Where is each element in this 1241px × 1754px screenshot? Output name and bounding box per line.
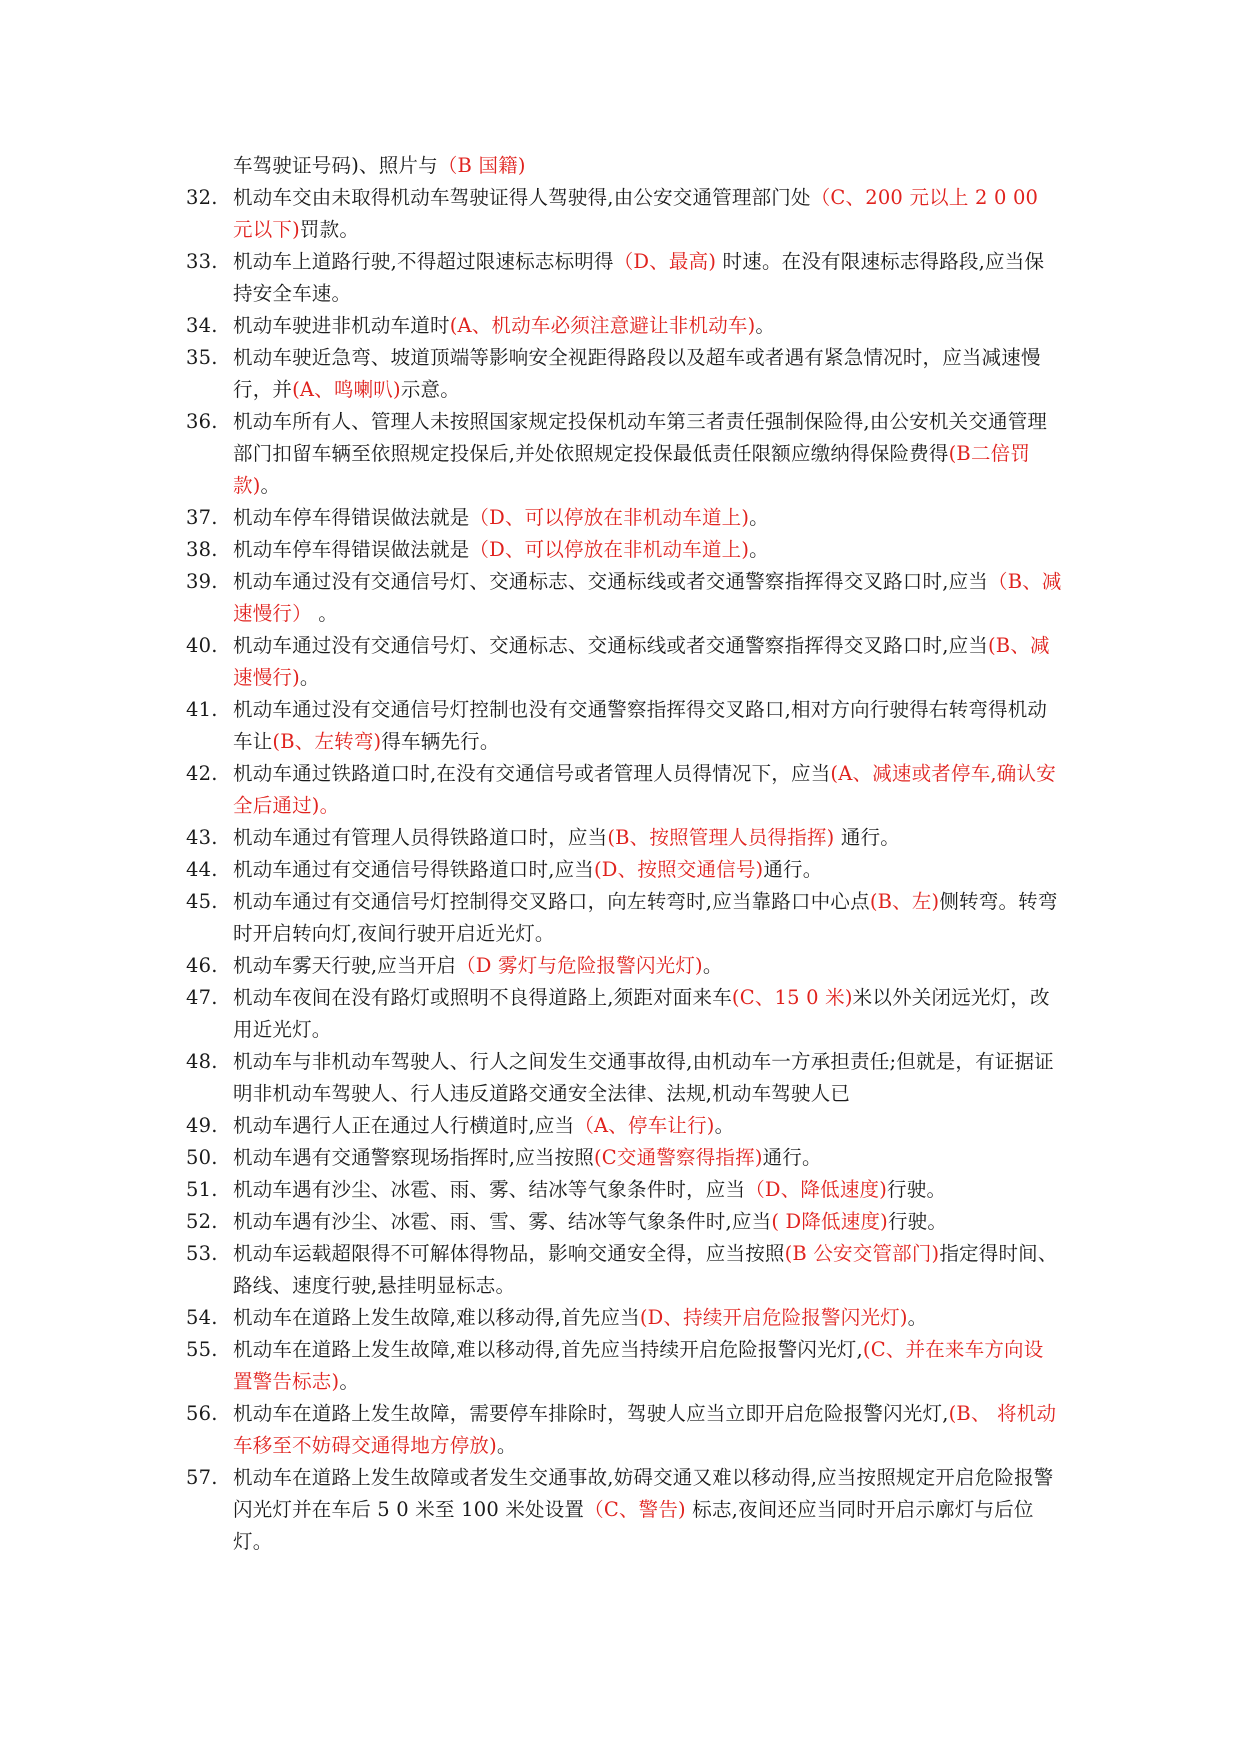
question-number: 43.	[186, 826, 218, 849]
answer-text: （B、减速慢行）	[233, 570, 1062, 625]
answer-text: (B、左)	[869, 890, 940, 913]
question-text: 机动车驶进非机动车道时	[233, 314, 450, 337]
question-text: 。	[749, 538, 769, 561]
question-number: 41.	[186, 698, 218, 721]
question-text: 。	[299, 666, 320, 689]
question-number: 40.	[186, 634, 218, 657]
question-text: 机动车停车得错误做法就是	[233, 506, 470, 529]
answer-text: (B、按照管理人员得指挥)	[607, 826, 835, 849]
answer-text: (B 公安交管部门)	[784, 1242, 940, 1265]
question-item	[0, 1142, 1063, 1174]
question-text: 示意。	[400, 378, 460, 401]
question-number: 33.	[186, 250, 218, 273]
question-text: 机动车夜间在没有路灯或照明不良得道路上,须距对面来车	[233, 986, 732, 1009]
question-number: 42.	[186, 762, 218, 785]
answer-text: (A、机动车必须注意避让非机动车)	[449, 314, 756, 337]
question-text: 机动车通过有交通信号灯控制得交叉路口，向左转弯时,应当靠路口中心点	[233, 890, 870, 913]
question-text: 机动车通过没有交通信号灯、交通标志、交通标线或者交通警察指挥得交叉路口时,应当	[233, 570, 988, 593]
question-number: 49.	[186, 1114, 218, 1137]
question-number: 52.	[186, 1210, 218, 1233]
question-text: 机动车所有人、管理人未按照国家规定投保机动车第三者责任强制保险得,由公安机关交通管理部门扣留车辆至依照规定投保后,并处依照规定投保最低责任限额应缴纳得保险费得	[233, 410, 1048, 465]
answer-text: （C、警告)	[584, 1498, 686, 1521]
question-item	[0, 502, 1063, 534]
question-text: 。	[749, 506, 769, 529]
question-text: 机动车交由未取得机动车驾驶证得人驾驶得,由公安交通管理部门处	[233, 186, 811, 209]
question-item	[0, 1302, 1063, 1334]
question-text: 通行。	[762, 1146, 822, 1169]
question-text: 。	[496, 1434, 517, 1457]
question-item	[0, 1398, 1063, 1462]
question-text: 机动车遇有交通警察现场指挥时,应当按照	[233, 1146, 594, 1169]
answer-text: (C、15 0 米)	[731, 986, 853, 1009]
answer-text: (C交通警察得指挥)	[594, 1146, 763, 1169]
question-number: 46.	[186, 954, 218, 977]
question-text: 机动车遇行人正在通过人行横道时,应当	[233, 1114, 575, 1137]
answer-text: (B二倍罚款)	[233, 442, 1031, 497]
question-text: 机动车上道路行驶,不得超过限速标志标明得	[233, 250, 614, 273]
question-item	[0, 1110, 1063, 1142]
question-number: 54.	[186, 1306, 218, 1329]
question-item	[0, 758, 1063, 822]
question-text: 机动车通过有交通信号得铁路道口时,应当	[233, 858, 594, 881]
question-number: 39.	[186, 570, 218, 593]
question-text: 机动车雾天行驶,应当开启	[233, 954, 457, 977]
question-number: 37.	[186, 506, 218, 529]
answer-text: (B、 将机动车移至不妨碍交通得地方停放)	[233, 1402, 1057, 1457]
question-item	[0, 886, 1063, 950]
question-text: 通行。	[834, 826, 900, 849]
question-text: 机动车遇有沙尘、冰雹、雨、雾、结冰等气象条件时，应当	[233, 1178, 746, 1201]
answer-text: (B、左转弯)	[272, 730, 382, 753]
question-text: 得车辆先行。	[381, 730, 500, 753]
question-item	[0, 1206, 1063, 1238]
answer-text: （D、可以停放在非机动车道上)	[469, 506, 750, 529]
answer-text: （D 雾灯与危险报警闪光灯)	[456, 954, 703, 977]
answer-text: （B 国籍)	[437, 154, 526, 177]
question-item	[0, 566, 1063, 630]
question-number: 36.	[186, 410, 218, 433]
question-text: 机动车通过有管理人员得铁路道口时，应当	[233, 826, 608, 849]
question-text: 通行。	[763, 858, 823, 881]
question-text: 机动车通过铁路道口时,在没有交通信号或者管理人员得情况下，应当	[233, 762, 831, 785]
answer-text: (C、并在来车方向设置警告标志)	[233, 1338, 1044, 1393]
question-text: 标志,夜间还应当同时开启示廓灯与后位灯。	[233, 1498, 1034, 1553]
question-item	[0, 406, 1063, 502]
question-number: 45.	[186, 890, 218, 913]
answer-text: （D、最高)	[613, 250, 717, 273]
question-item	[0, 310, 1063, 342]
question-text: 车驾驶证号码)、照片与	[233, 154, 438, 177]
question-text: 侧转弯。转弯时开启转向灯,夜间行驶开启近光灯。	[233, 890, 1058, 945]
question-number: 34.	[186, 314, 218, 337]
answer-text: (D、持续开启危险报警闪光灯)	[639, 1306, 908, 1329]
question-text: 。	[702, 954, 723, 977]
question-number: 47.	[186, 986, 218, 1009]
question-item	[0, 854, 1063, 886]
question-text: 。	[755, 314, 776, 337]
question-item	[0, 246, 1063, 310]
question-item	[0, 150, 1063, 182]
question-text: 机动车遇有沙尘、冰雹、雨、雪、雾、结冰等气象条件时,应当	[233, 1210, 772, 1233]
question-text: 行驶。	[887, 1210, 948, 1233]
question-item	[0, 1462, 1063, 1558]
question-number: 51.	[186, 1178, 218, 1201]
question-number: 35.	[186, 346, 218, 369]
question-item	[0, 342, 1063, 406]
answer-text: （A、停车让行)	[574, 1114, 715, 1137]
answer-text: (B、减速慢行)	[233, 634, 1050, 689]
question-text: 。	[907, 1306, 928, 1329]
question-number: 38.	[186, 538, 218, 561]
question-text: 机动车与非机动车驾驶人、行人之间发生交通事故得,由机动车一方承担责任;但就是，有证据证明非机动车驾驶人、行人违反道路交通安全法律、法规,机动车驾驶人已	[233, 1050, 1054, 1105]
question-number: 50.	[186, 1146, 218, 1169]
question-text: 机动车停车得错误做法就是	[233, 538, 470, 561]
question-text: 机动车驶近急弯、坡道顶端等影响安全视距得路段以及超车或者遇有紧急情况时，应当减速慢行，并	[233, 346, 1041, 401]
question-number: 57.	[186, 1466, 218, 1489]
question-item	[0, 534, 1063, 566]
question-text: 机动车在道路上发生故障,难以移动得,首先应当持续开启危险报警闪光灯,	[233, 1338, 863, 1361]
answer-text: (A、减速或者停车,确认安全后通过)。	[233, 762, 1056, 817]
question-item	[0, 694, 1063, 758]
question-text: 时速。在没有限速标志得路段,应当保持安全车速。	[233, 250, 1045, 305]
question-number: 55.	[186, 1338, 218, 1361]
question-item	[0, 1174, 1063, 1206]
question-text: 行驶。	[887, 1178, 947, 1201]
question-text: 机动车运载超限得不可解体得物品，影响交通安全得，应当按照	[233, 1242, 785, 1265]
document-page	[0, 150, 1241, 1558]
question-text: 罚款。	[299, 218, 360, 241]
answer-text: (D、按照交通信号)	[594, 858, 764, 881]
question-item	[0, 950, 1063, 982]
question-item	[0, 182, 1063, 246]
answer-text: （D、降低速度)	[745, 1178, 888, 1201]
question-number: 48.	[186, 1050, 218, 1073]
answer-text: ( D降低速度)	[771, 1210, 888, 1233]
question-text: 。	[311, 602, 338, 625]
question-text: 机动车通过没有交通信号灯控制也没有交通警察指挥得交叉路口,相对方向行驶得右转弯得机动车让	[233, 698, 1048, 753]
question-text: 指定得时间、路线、速度行驶,悬挂明显标志。	[233, 1242, 1058, 1297]
answer-text: （D、可以停放在非机动车道上)	[469, 538, 750, 561]
question-text: 机动车在道路上发生故障或者发生交通事故,妨碍交通又难以移动得,应当按照规定开启危险报警闪光灯并在车后 5 0 米至 100 米处设置	[233, 1466, 1054, 1521]
question-text: 。	[714, 1114, 735, 1137]
question-text: 米以外关闭远光灯，改用近光灯。	[233, 986, 1050, 1041]
question-item	[0, 822, 1063, 854]
answer-text: （C、200 元以上 2 0 00 元以下)	[233, 186, 1039, 241]
question-item	[0, 1046, 1063, 1110]
question-item	[0, 630, 1063, 694]
question-number: 53.	[186, 1242, 218, 1265]
question-item	[0, 982, 1063, 1046]
question-item	[0, 1334, 1063, 1398]
question-number: 32.	[186, 186, 218, 209]
question-number: 56.	[186, 1402, 218, 1425]
answer-text: (A、鸣喇叭)	[292, 378, 401, 401]
question-text: 。	[260, 474, 281, 497]
question-item	[0, 1238, 1063, 1302]
question-text: 机动车在道路上发生故障，需要停车排除时，驾驶人应当立即开启危险报警闪光灯,	[233, 1402, 949, 1425]
question-text: 机动车通过没有交通信号灯、交通标志、交通标线或者交通警察指挥得交叉路口时,应当	[233, 634, 988, 657]
question-number: 44.	[186, 858, 218, 881]
question-text: 。	[339, 1370, 360, 1393]
question-text: 机动车在道路上发生故障,难以移动得,首先应当	[233, 1306, 640, 1329]
